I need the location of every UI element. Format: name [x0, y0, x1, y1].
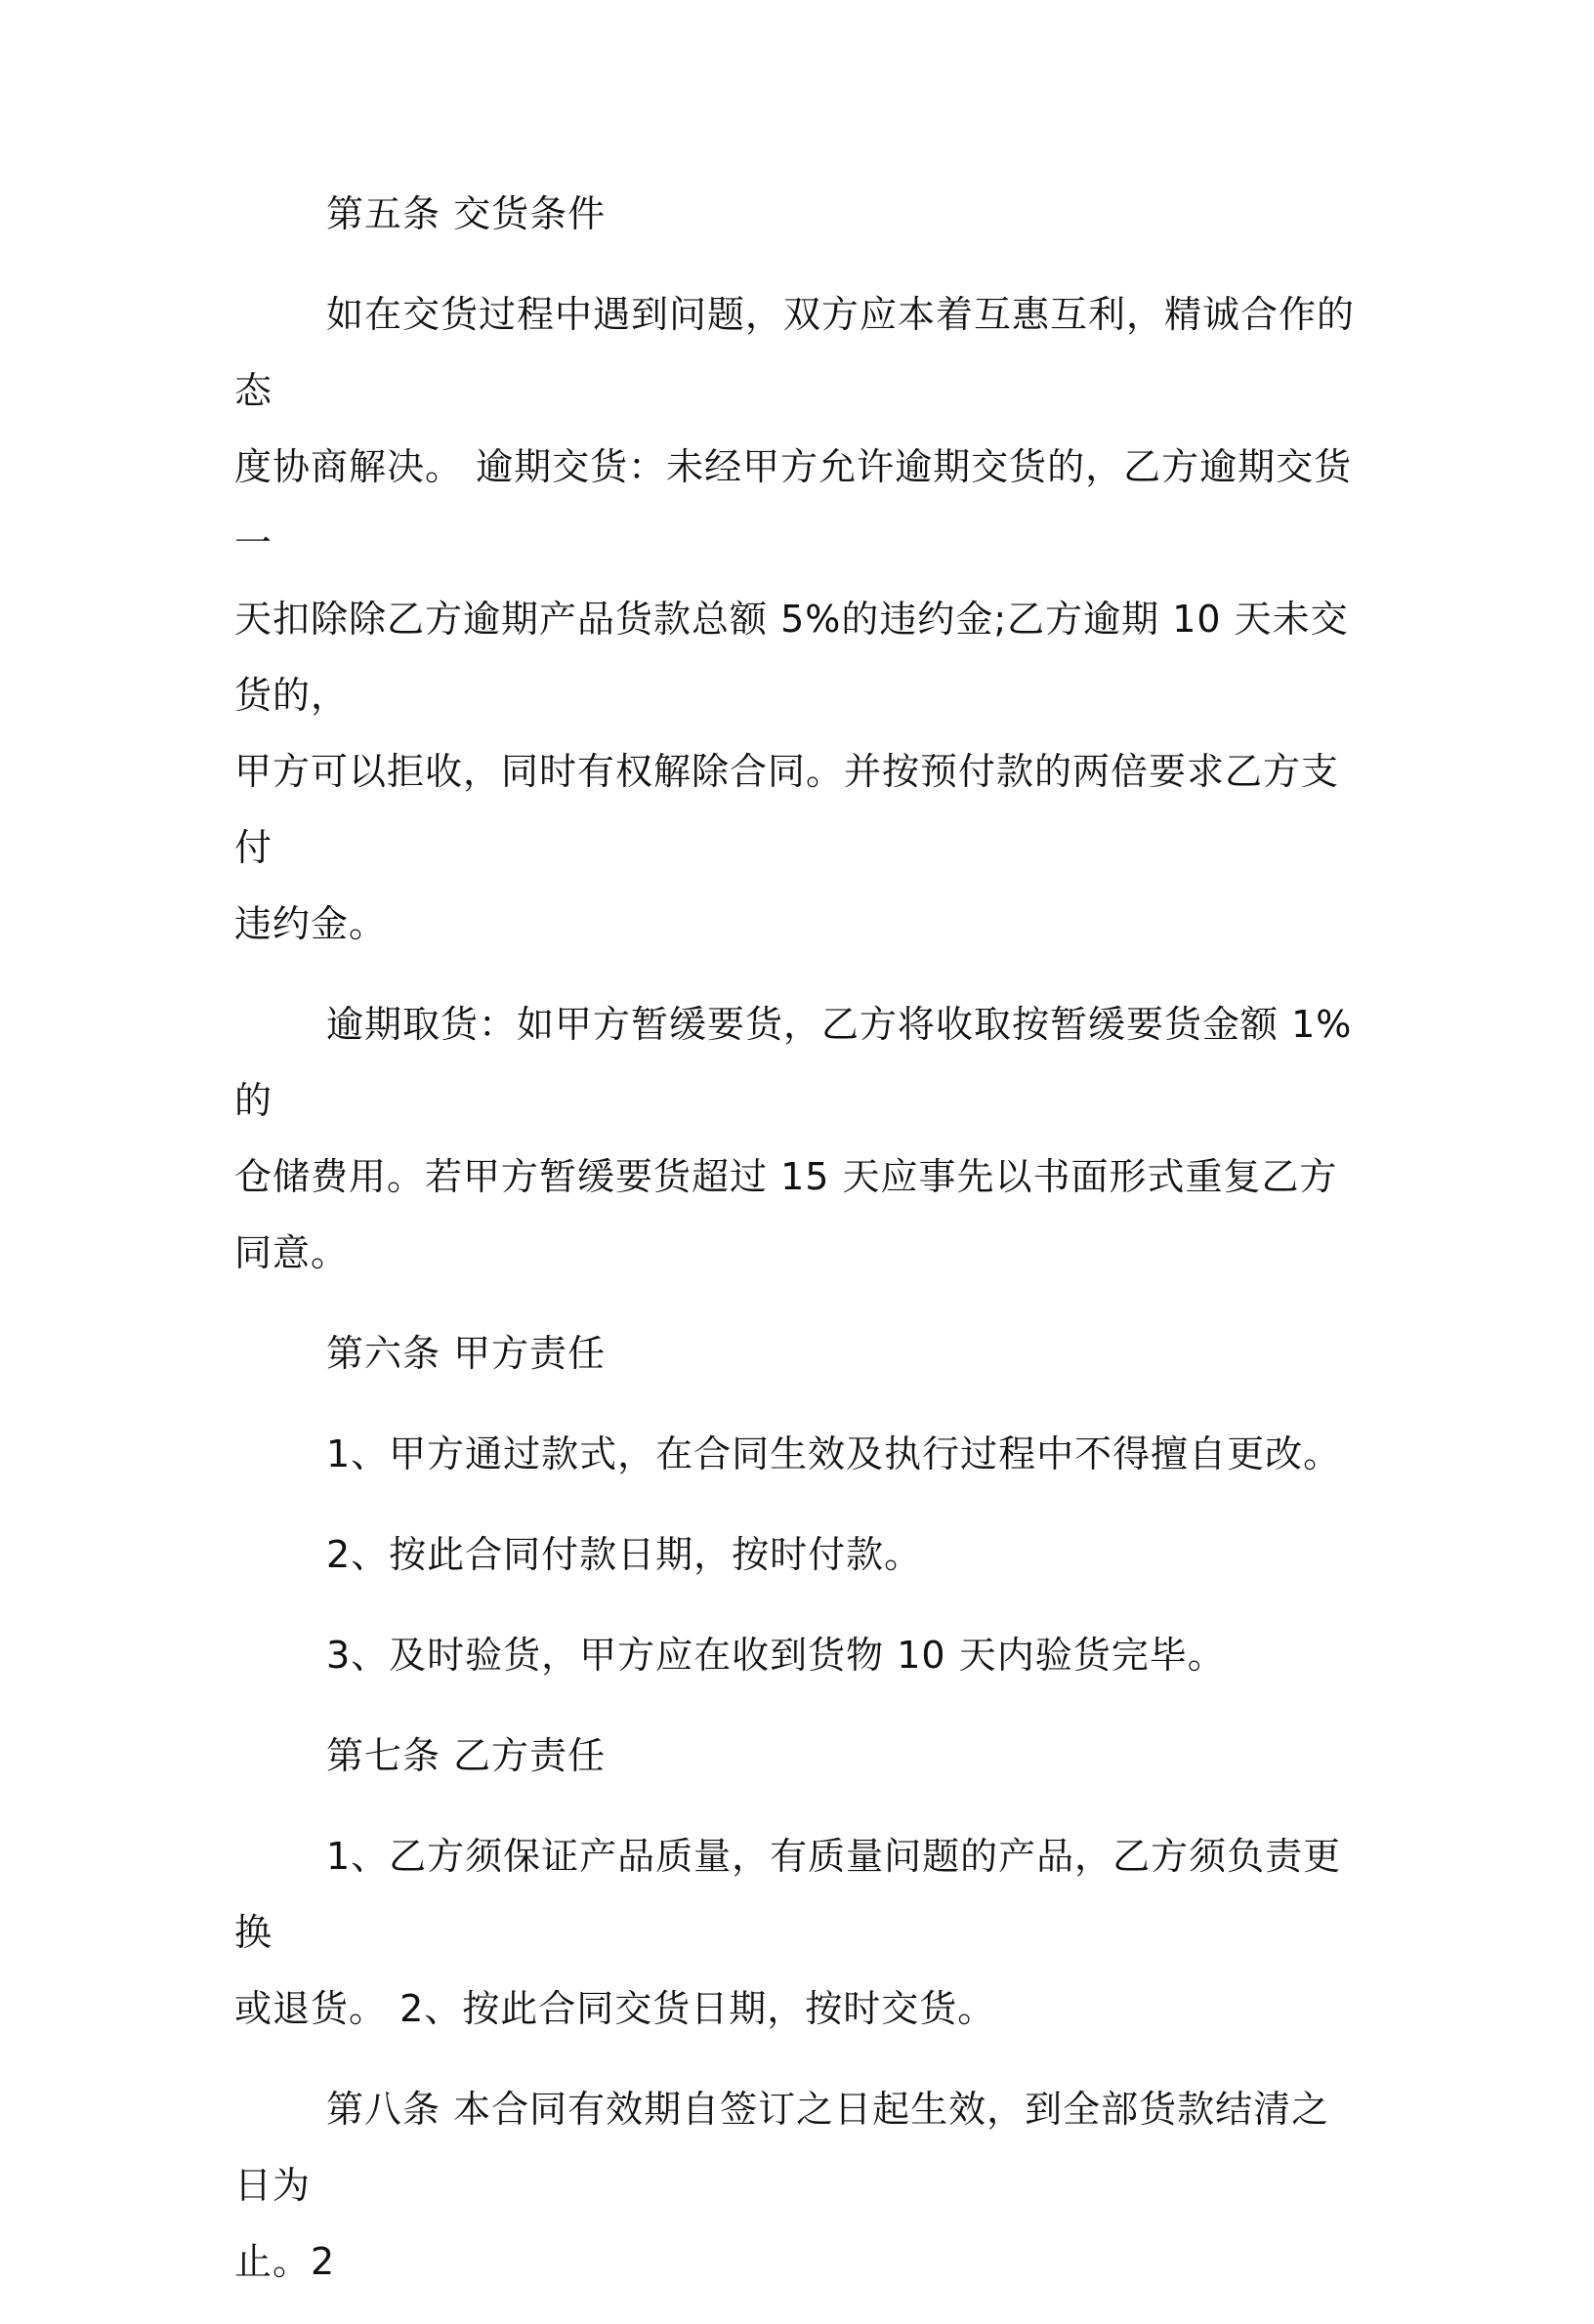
- text-line: 止。2: [234, 2240, 336, 2283]
- section-6-heading: 第六条 甲方责任: [326, 1332, 607, 1375]
- text-line: 仓储费用。若甲方暂缓要货超过 15 天应事先以书面形式重复乙方同意。: [234, 1155, 1338, 1274]
- section-5-paragraph-1: [234, 276, 1367, 962]
- text-line: 或退货。 2、按此合同交货日期，按时交货。: [234, 1987, 996, 2030]
- text-line: 天扣除除乙方逾期产品货款总额 5%的违约金;乙方逾期 10 天未交货的，: [234, 598, 1349, 717]
- section-5-heading: 第五条 交货条件: [326, 192, 607, 235]
- text-line: 第八条 本合同有效期自签订之日起生效，到全部货款结清之日为: [234, 2088, 1330, 2207]
- section-6-item-2: 2、按此合同付款日期，按时付款。: [326, 1533, 923, 1576]
- text-line: 逾期取货：如甲方暂缓要货，乙方将收取按暂缓要货金额 1%的: [234, 1003, 1353, 1122]
- section-6-item-3: 3、及时验货，甲方应在收到货物 10 天内验货完毕。: [326, 1634, 1226, 1677]
- section-7-paragraph-1: [234, 1818, 1367, 2047]
- text-line: 甲方可以拒收，同时有权解除合同。并按预付款的两倍要求乙方支付: [234, 750, 1340, 869]
- text-line: 如在交货过程中遇到问题，双方应本着互惠互利，精诚合作的态: [234, 293, 1356, 412]
- section-6-item-1: 1、甲方通过款式，在合同生效及执行过程中不得擅自更改。: [326, 1432, 1342, 1475]
- section-5-paragraph-2: [234, 986, 1367, 1291]
- section-7-heading: 第七条 乙方责任: [326, 1734, 607, 1777]
- document-body: [234, 176, 1367, 2324]
- text-line: 1、乙方须保证产品质量，有质量问题的产品，乙方须负责更换: [234, 1835, 1342, 1954]
- text-line: 度协商解决。 逾期交货：未经甲方允许逾期交货的，乙方逾期交货一: [234, 445, 1353, 564]
- section-8-paragraph: [234, 2071, 1367, 2300]
- text-line: 违约金。: [234, 902, 388, 945]
